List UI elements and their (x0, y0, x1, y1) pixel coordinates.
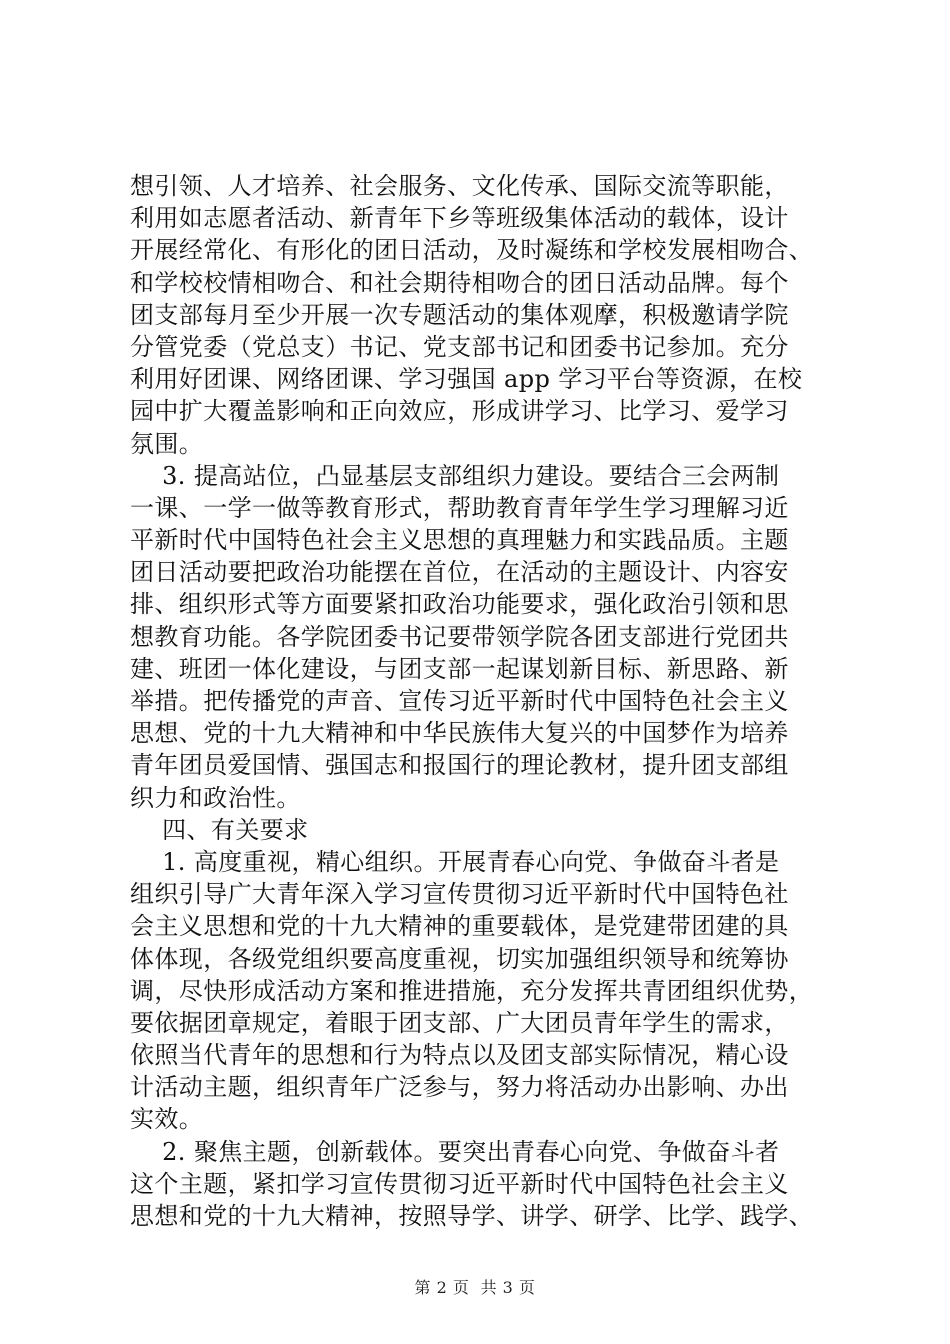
text-line: 举措。把传播党的声音、宣传习近平新时代中国特色社会主义 (130, 687, 789, 715)
text-line: 要依据团章规定，着眼于团支部、广大团员青年学生的需求， (130, 1008, 789, 1037)
text-line: 园中扩大覆盖影响和正向效应，形成讲学习、比学习、爱学习 (130, 397, 789, 426)
paragraph-start-line: 2. 聚焦主题，创新载体。要突出青春心向党、争做奋斗者 (130, 1137, 780, 1166)
text-line: 平新时代中国特色社会主义思想的真理魅力和实践品质。主题 (130, 526, 789, 555)
text-line: 思想和党的十九大精神，按照导学、讲学、研学、比学、践学、 (130, 1202, 814, 1230)
text-line: 青年团员爱国情、强国志和报国行的理论教材，提升团支部组 (130, 751, 789, 780)
text-line: 分管党委（党总支）书记、党支部书记和团委书记参加。充分 (130, 332, 789, 361)
text-line: 体体现，各级党组织要高度重视，切实加强组织领导和统筹协 (130, 944, 789, 973)
text-line: 这个主题，紧扣学习宣传贯彻习近平新时代中国特色社会主义 (130, 1169, 789, 1198)
text-line: 想教育功能。各学院团委书记要带领学院各团支部进行党团共 (130, 622, 789, 651)
paragraph-start-line: 1. 高度重视，精心组织。开展青春心向党、争做奋斗者是 (130, 847, 780, 876)
text-line: 思想、党的十九大精神和中华民族伟大复兴的中国梦作为培养 (130, 719, 789, 748)
text-line: 计活动主题，组织青年广泛参与，努力将活动办出影响、办出 (130, 1073, 789, 1102)
text-line: 氛围。 (130, 429, 204, 458)
text-line: 建、班团一体化建设，与团支部一起谋划新目标、新思路、新 (130, 654, 789, 683)
text-line: 和学校校情相吻合、和社会期待相吻合的团日活动品牌。每个 (130, 268, 789, 297)
text-line: 组织引导广大青年深入学习宣传贯彻习近平新时代中国特色社 (130, 880, 789, 909)
text-line: 一课、一学一做等教育形式，帮助教育青年学生学习理解习近 (130, 493, 789, 522)
body-text (130, 170, 830, 1232)
text-line: 想引领、人才培养、社会服务、文化传承、国际交流等职能， (130, 172, 789, 200)
text-line: 织力和政治性。 (130, 783, 301, 812)
text-line: 利用如志愿者活动、新青年下乡等班级集体活动的载体，设计 (130, 204, 789, 233)
text-line: 开展经常化、有形化的团日活动，及时凝练和学校发展相吻合、 (130, 236, 814, 265)
section-heading: 四、有关要求 (130, 815, 309, 844)
text-line: 会主义思想和党的十九大精神的重要载体，是党建带团建的具 (130, 912, 789, 941)
text-line: 团日活动要把政治功能摆在首位，在活动的主题设计、内容安 (130, 558, 789, 587)
paragraph-start-line: 3. 提高站位，凸显基层支部组织力建设。要结合三会两制 (130, 461, 780, 490)
text-line: 利用好团课、网络团课、学习强国 app 学习平台等资源，在校 (130, 365, 803, 394)
text-line: 实效。 (130, 1105, 204, 1134)
text-line: 依照当代青年的思想和行为特点以及团支部实际情况，精心设 (130, 1041, 789, 1070)
text-line: 排、组织形式等方面要紧扣政治功能要求，强化政治引领和思 (130, 590, 789, 619)
text-line: 调，尽快形成活动方案和推进措施，充分发挥共青团组织优势， (130, 976, 814, 1005)
text-line: 团支部每月至少开展一次专题活动的集体观摩，积极邀请学院 (130, 300, 789, 329)
page-number-footer: 第 2 页 共 3 页 (414, 1278, 536, 1297)
